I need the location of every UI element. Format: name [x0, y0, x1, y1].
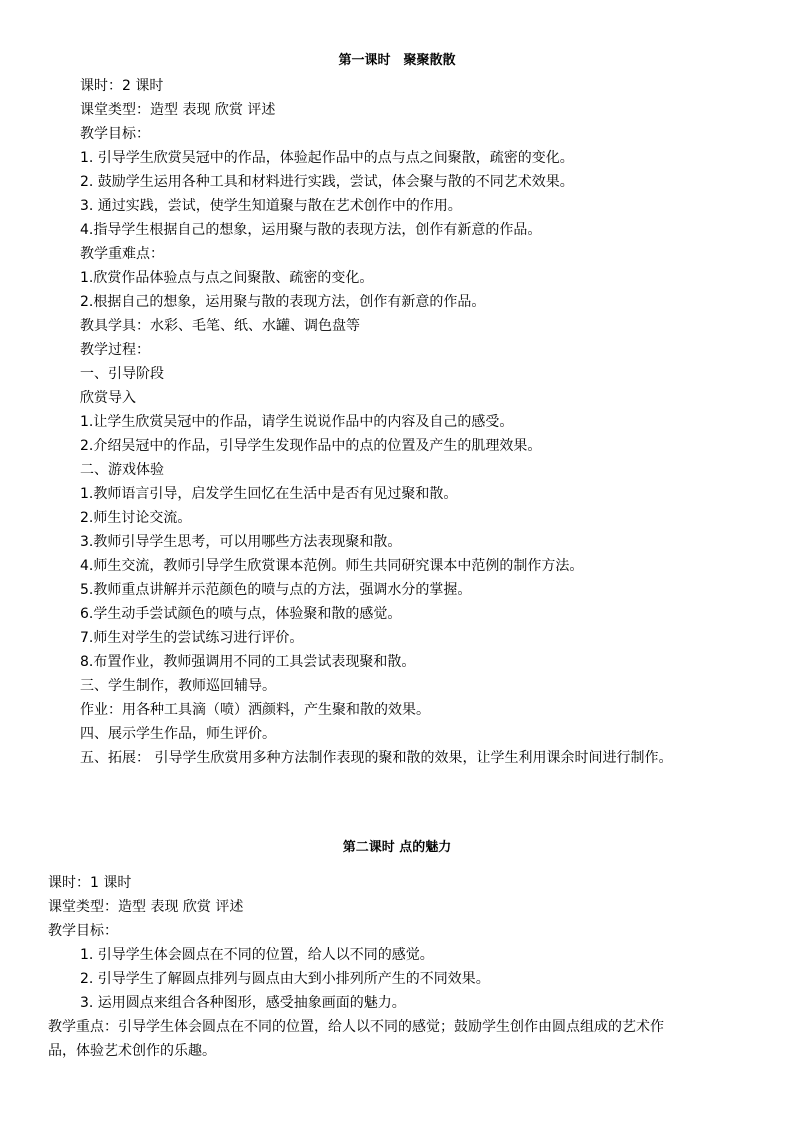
lesson1-line: 作业：用各种工具滴（喷）洒颜料，产生聚和散的效果。: [80, 702, 430, 718]
lesson1-line: 8.布置作业，教师强调用不同的工具尝试表现聚和散。: [80, 654, 416, 670]
lesson2-title: 第二课时 点的魅力: [342, 840, 452, 855]
lesson1-line: 2.介绍吴冠中的作品，引导学生发现作品中的点的位置及产生的肌理效果。: [80, 438, 542, 454]
lesson1-line: 6.学生动手尝试颜色的喷与点，体验聚和散的感觉。: [80, 606, 402, 622]
lesson1-line: 5.教师重点讲解并示范颜色的喷与点的方法，强调水分的掌握。: [80, 582, 472, 598]
lesson1-line: 1. 引导学生欣赏吴冠中的作品，体验起作品中的点与点之间聚散，疏密的变化。: [80, 150, 574, 166]
lesson2-focus-line-2: 品，体验艺术创作的乐趣。: [48, 1043, 216, 1059]
lesson1-line: 1.让学生欣赏吴冠中的作品，请学生说说作品中的内容及自己的感受。: [80, 414, 514, 430]
lesson2-type: 课堂类型：造型 表现 欣赏 评述: [48, 899, 244, 915]
lesson1-line: 2.根据自己的想象，运用聚与散的表现方法，创作有新意的作品。: [80, 294, 486, 310]
lesson2-goals-heading: 教学目标：: [48, 923, 118, 939]
lesson1-line: 教具学具：水彩、毛笔、纸、水罐、调色盘等: [80, 318, 360, 334]
lesson1-line: 课时：2 课时: [80, 78, 164, 94]
lesson1-line: 五、拓展： 引导学生欣赏用多种方法制作表现的聚和散的效果，让学生利用课余时间进行制作。: [80, 750, 673, 766]
lesson1-line: 4.师生交流，教师引导学生欣赏课本范例。师生共同研究课本中范例的制作方法。: [80, 558, 584, 574]
lesson2-hours: 课时：1 课时: [48, 875, 132, 891]
lesson1-line: 课堂类型：造型 表现 欣赏 评述: [80, 102, 276, 118]
lesson1-line: 2. 鼓励学生运用各种工具和材料进行实践，尝试，体会聚与散的不同艺术效果。: [80, 174, 574, 190]
lesson1-line: 1.教师语言引导，启发学生回忆在生活中是否有见过聚和散。: [80, 486, 458, 502]
lesson1-line: 2.师生讨论交流。: [80, 510, 192, 526]
lesson1-line: 3. 通过实践，尝试，使学生知道聚与散在艺术创作中的作用。: [80, 198, 462, 214]
lesson2-focus-line-1: 教学重点：引导学生体会圆点在不同的位置，给人以不同的感觉；鼓励学生创作由圆点组成的艺术作: [48, 1019, 664, 1035]
lesson2-goal-2: 2. 引导学生了解圆点排列与圆点由大到小排列所产生的不同效果。: [80, 971, 490, 987]
lesson2-goal-3: 3. 运用圆点来组合各种图形，感受抽象画面的魅力。: [80, 995, 406, 1011]
lesson1-line: 四、展示学生作品，师生评价。: [80, 726, 276, 742]
lesson1-title: 第一课时 聚聚散散: [338, 53, 456, 68]
lesson1-line: 1.欣赏作品体验点与点之间聚散、疏密的变化。: [80, 270, 374, 286]
lesson1-line: 二、游戏体验: [80, 462, 164, 478]
lesson2-goal-1: 1. 引导学生体会圆点在不同的位置，给人以不同的感觉。: [80, 947, 434, 963]
lesson1-line: 三、学生制作，教师巡回辅导。: [80, 678, 276, 694]
lesson1-line: 教学过程：: [80, 342, 150, 358]
lesson1-line: 4.指导学生根据自己的想象，运用聚与散的表现方法，创作有新意的作品。: [80, 222, 542, 238]
lesson1-line: 一、引导阶段: [80, 366, 164, 382]
lesson1-line: 3.教师引导学生思考，可以用哪些方法表现聚和散。: [80, 534, 402, 550]
lesson1-line: 教学重难点：: [80, 246, 164, 262]
lesson1-line: 7.师生对学生的尝试练习进行评价。: [80, 630, 304, 646]
lesson1-line: 教学目标：: [80, 126, 150, 142]
lesson1-line: 欣赏导入: [80, 390, 136, 406]
